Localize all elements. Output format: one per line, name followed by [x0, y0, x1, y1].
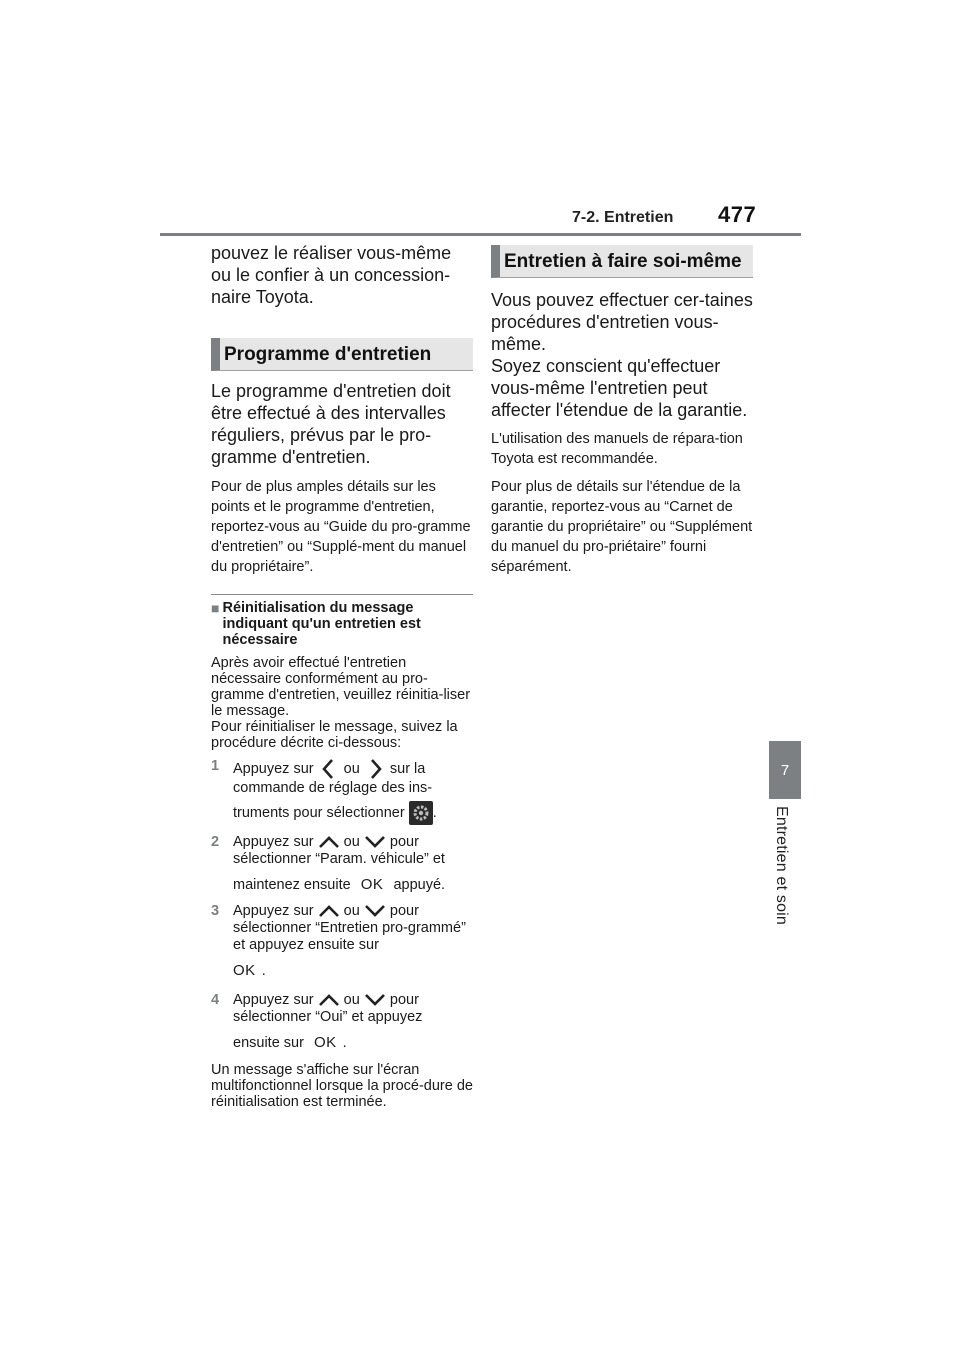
step-text: ou [343, 992, 360, 1008]
header-rule [160, 233, 801, 236]
programme-note: Pour de plus amples détails sur les points et le programme d'entretien, reportez-vous au “Guide du pro-gramme d'entretien” ou “Supplé-ment du manuel du propriétaire”. [211, 479, 471, 575]
chevron-up-icon [318, 904, 340, 918]
section-title-programme [211, 338, 473, 371]
step-text: . [432, 804, 437, 821]
subsection-body-2: Pour réinitialiser le message, suivez la procédure décrite ci-dessous: [211, 719, 458, 751]
step-4 [211, 992, 473, 1052]
step-text: ou [343, 834, 360, 850]
chevron-down-icon [364, 835, 386, 849]
chevron-down-icon [364, 993, 386, 1007]
chevron-down-icon [364, 904, 386, 918]
step-number: 1 [211, 758, 220, 774]
intro-text: pouvez le réaliser vous-même ou le confier à un concession-naire Toyota. [211, 243, 452, 307]
ok-button-icon: OK [360, 876, 384, 893]
step-text: ou [343, 903, 360, 919]
step-number: 4 [211, 992, 220, 1008]
step-text: . [261, 963, 266, 979]
subsection-title [211, 600, 473, 648]
settings-gear-icon [409, 801, 433, 825]
step-text: Appuyez sur [233, 992, 314, 1008]
step-3 [211, 903, 473, 980]
step-text: pour sélectionner “Param. véhicule” et [233, 834, 445, 867]
step-text: . [342, 1035, 347, 1051]
step-text: truments pour sélectionner [233, 804, 405, 821]
section-title-self-maintenance [491, 245, 753, 278]
step-text: maintenez ensuite [233, 877, 351, 893]
chevron-up-icon [318, 993, 340, 1007]
subsection-rule [211, 594, 473, 595]
self-maintenance-lead-1: Vous pouvez effectuer cer-taines procédures d'entretien vous-même. [491, 290, 753, 354]
step-text: ou [343, 760, 360, 777]
ok-button-icon: OK [233, 962, 256, 979]
chapter-tab-title: Entretien et soin [773, 806, 790, 926]
subsection-body-1: Après avoir effectué l'entretien nécessaire conformément au pro-gramme d'entretien, veuillez réinitia-liser le message. [211, 655, 471, 719]
page-number: 477 [718, 202, 757, 227]
chevron-up-icon [318, 835, 340, 849]
chevron-right-icon [364, 758, 386, 780]
step-1 [211, 758, 473, 825]
step-text: sur la commande de réglage des ins- [233, 760, 433, 796]
self-maintenance-lead-2: Soyez conscient qu'effectuer vous-même l'entretien peut affecter l'étendue de la garantie. [491, 356, 748, 420]
section-title-text: Entretien à faire soi-même [504, 251, 742, 272]
self-maintenance-note-1: L'utilisation des manuels de répara-tion Toyota est recommandée. [491, 431, 743, 467]
step-text: Appuyez sur [233, 760, 314, 777]
subsection-title-text: Réinitialisation du message indiquant qu'un entretien est nécessaire [222, 600, 421, 648]
step-text: pour sélectionner “Oui” et appuyez [233, 992, 423, 1025]
chevron-left-icon [318, 758, 340, 780]
step-2 [211, 834, 473, 894]
ok-button-icon: OK [313, 1034, 337, 1051]
step-text: ensuite sur [233, 1035, 304, 1051]
step-text: Appuyez sur [233, 834, 314, 850]
programme-lead: Le programme d'entretien doit être effectué à des intervalles réguliers, prévus par le pro-gramme d'entretien. [211, 381, 451, 467]
step-number: 2 [211, 834, 220, 850]
section-header: 7-2. Entretien [572, 209, 674, 226]
self-maintenance-note-2: Pour plus de détails sur l'étendue de la garantie, reportez-vous au “Carnet de garantie du propriétaire” ou “Supplément du manuel du pro-priétaire” fourni séparément. [491, 479, 753, 575]
square-bullet-icon: ■ [211, 600, 220, 616]
step-text: Appuyez sur [233, 903, 314, 919]
left-column [211, 240, 473, 1110]
step-number: 3 [211, 903, 220, 919]
step-text: appuyé. [393, 877, 446, 893]
closing-text: Un message s'affiche sur l'écran multifonctionnel lorsque la procé-dure de réinitialisation est terminée. [211, 1062, 473, 1110]
section-title-text: Programme d'entretien [224, 344, 432, 365]
chapter-tab-number: 7 [780, 762, 790, 779]
step-text: pour sélectionner “Entretien pro-grammé” et appuyez ensuite sur [233, 903, 466, 953]
right-column [491, 240, 753, 577]
